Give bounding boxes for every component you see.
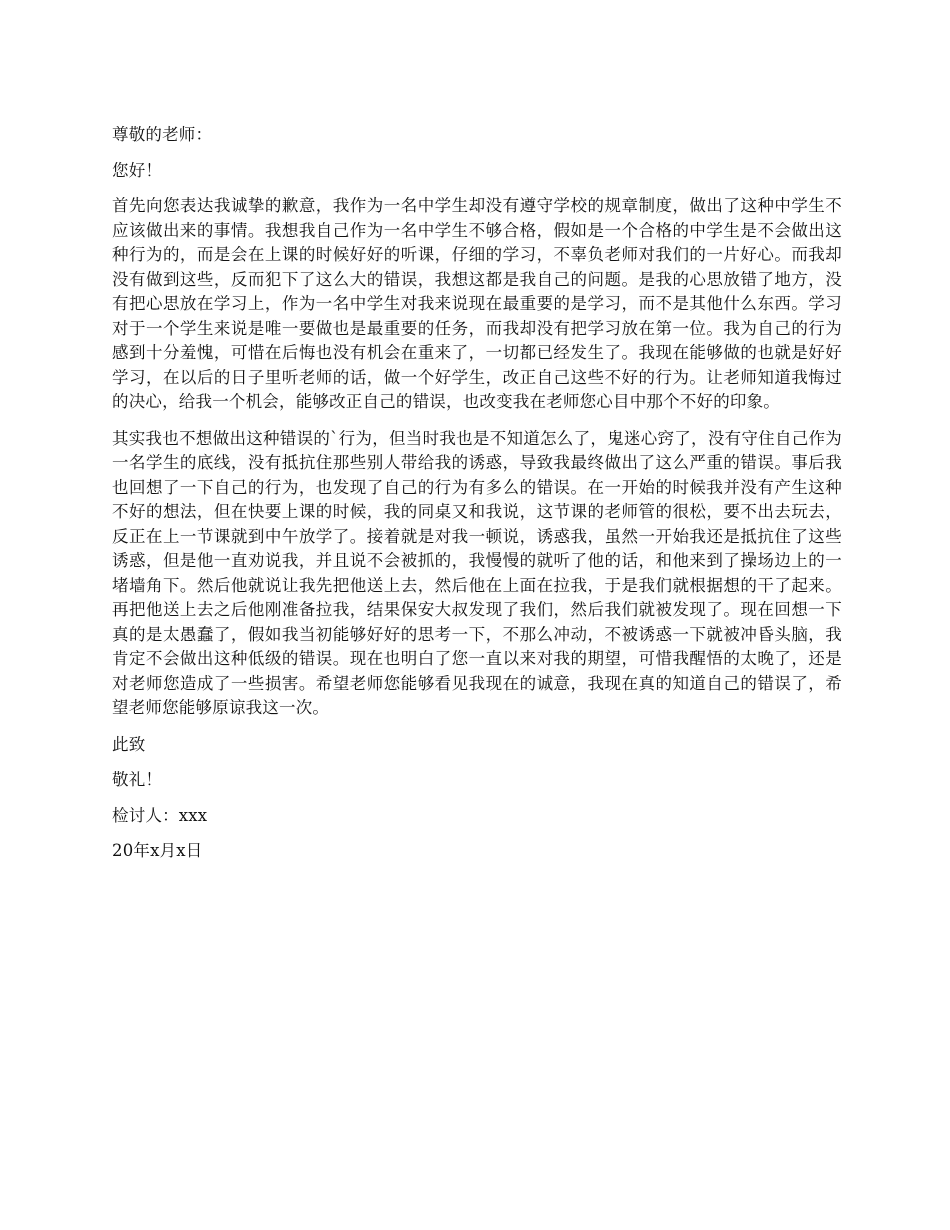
closing-line-2: 敬礼！ <box>112 770 163 789</box>
letter-document <box>112 123 842 875</box>
signature: 检讨人：xxx <box>112 805 208 825</box>
closing-line-1: 此致 <box>112 734 146 754</box>
date: 20年x月x日 <box>112 841 203 860</box>
salutation: 尊敬的老师： <box>112 125 213 144</box>
body-paragraph-2: 其实我也不想做出这种错误的`行为，但当时我也是不知道怎么了，鬼迷心窍了，没有守住自己作为一名学生的底线，没有抵抗住那些别人带给我的诱惑，导致我最终做出了这么严重的错误。事后我也回想了一下自己的行为，也发现了自己的行为有多么的错误。在一开始的时候我并没有产生这种不好的想法，但在快要上课的时候，我的同桌又和我说，这节课的老师管的很松，要不出去玩去，反正在上一节课就到中午放学了。接着就是对我一顿说，诱惑我，虽然一开始我还是抵抗住了这些诱惑，但是他一直劝说我，并且说不会被抓的，我慢慢的就听了他的话，和他来到了操场边上的一堵墙角下。然后他就说让我先把他送上去，然后他在上面在拉我，于是我们就根据想的干了起来。再把他送上去之后他刚准备拉我，结果保安大叔发现了我们，然后我们就被发现了。现在回想一下真的是太愚蠢了，假如我当初能够好好的思考一下，不那么冲动，不被诱惑一下就被冲昏头脑，我肯定不会做出这种低级的错误。现在也明白了您一直以来对我的期望，可惜我醒悟的太晚了，还是对老师您造成了一些损害。希望老师您能够看见我现在的诚意，我现在真的知道自己的错误了，希望老师您能够原谅我这一次。 <box>112 428 842 717</box>
body-paragraph-1: 首先向您表达我诚挚的歉意，我作为一名中学生却没有遵守学校的规章制度，做出了这种中学生不应该做出来的事情。我想我自己作为一名中学生不够合格，假如是一个合格的中学生是不会做出这种行为的，而是会在上课的时候好好的听课，仔细的学习，不辜负老师对我们的一片好心。而我却没有做到这些，反而犯下了这么大的错误，我想这都是我自己的问题。是我的心思放错了地方，没有把心思放在学习上，作为一名中学生对我来说现在最重要的是学习，而不是其他什么东西。学习对于一个学生来说是唯一要做也是最重要的任务，而我却没有把学习放在第一位。我为自己的行为感到十分羞愧，可惜在后悔也没有机会在重来了，一切都已经发生了。我现在能够做的也就是好好学习，在以后的日子里听老师的话，做一个好学生，改正自己这些不好的行为。让老师知道我悔过的决心，给我一个机会，能够改正自己的错误，也改变我在老师您心目中那个不好的印象。 <box>112 196 842 411</box>
greeting: 您好！ <box>112 160 163 180</box>
